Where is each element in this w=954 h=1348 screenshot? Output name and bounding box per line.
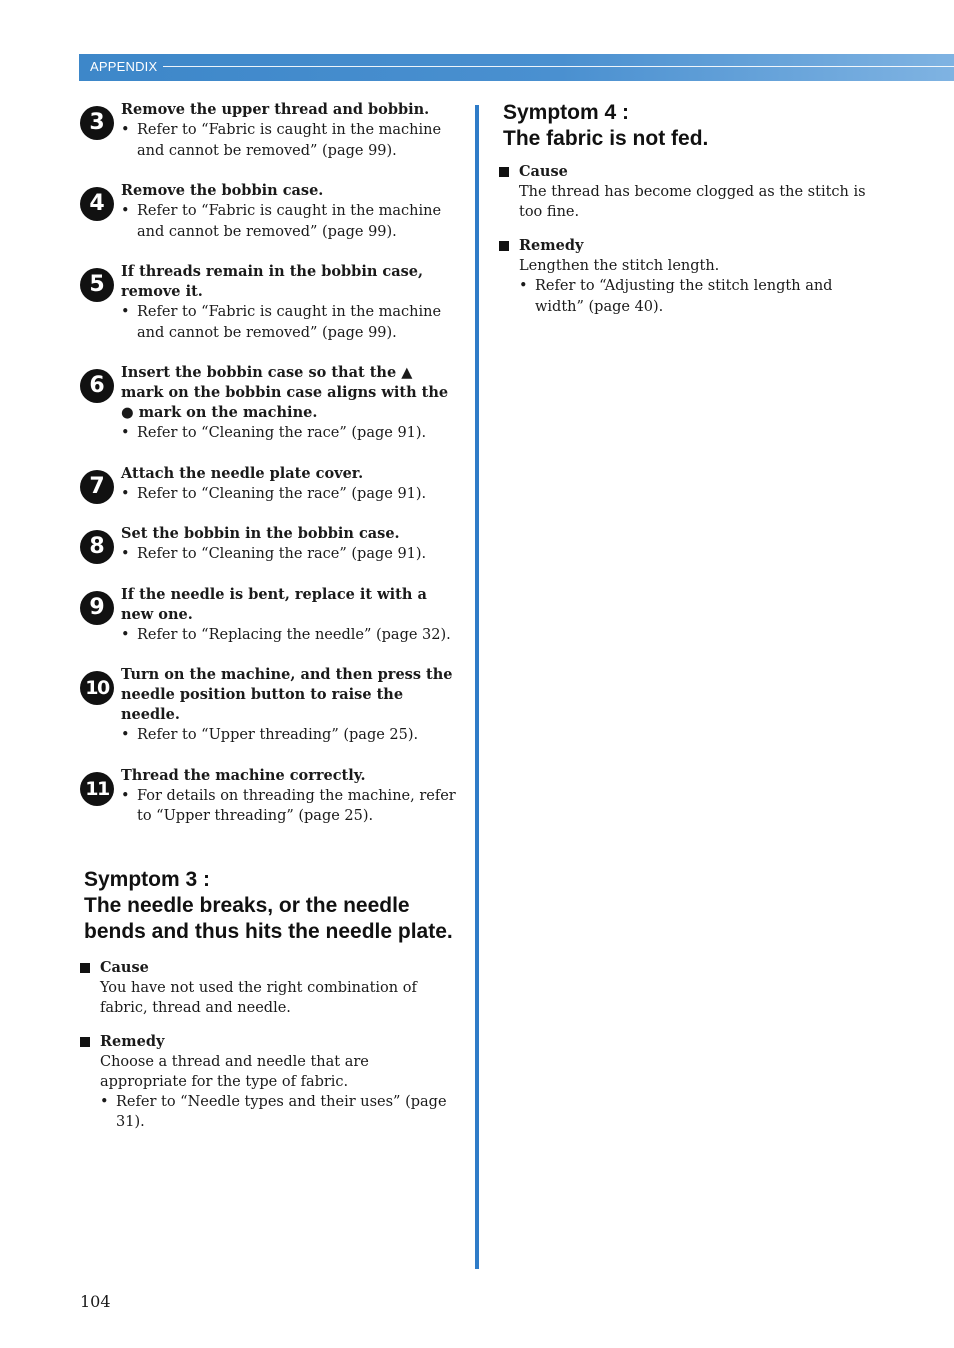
- step-bullet: • For details on threading the machine, refer to “Upper threading” (page 25).: [121, 786, 459, 827]
- step-number-badge: 10: [80, 671, 114, 705]
- step-number-badge: 9: [80, 591, 114, 625]
- step-number-badge: 8: [80, 530, 114, 564]
- step-10: [79, 665, 459, 746]
- square-bullet-icon: [80, 963, 90, 973]
- step-bullet: • Refer to “Cleaning the race” (page 91).: [121, 423, 459, 444]
- header-rule: [163, 66, 954, 67]
- step-11: [79, 766, 459, 827]
- step-bullet: • Refer to “Upper threading” (page 25).: [121, 725, 459, 746]
- step-number-badge: 5: [80, 268, 114, 302]
- symptom-4-cause: [498, 162, 883, 222]
- step-number-badge: 7: [80, 470, 114, 504]
- square-bullet-icon: [80, 1037, 90, 1047]
- step-title: If threads remain in the bobbin case, remove it.: [121, 263, 424, 300]
- step-title: Set the bobbin in the bobbin case.: [121, 525, 400, 542]
- step-title: Remove the bobbin case.: [121, 182, 324, 199]
- step-title: Remove the upper thread and bobbin.: [121, 101, 430, 118]
- step-number-badge: 4: [80, 187, 114, 221]
- step-8: [79, 524, 459, 565]
- symptom-3-section: [79, 867, 459, 945]
- column-divider: [475, 105, 479, 1269]
- remedy-bullet: • Refer to “Adjusting the stitch length and width” (page 40).: [519, 276, 883, 317]
- square-bullet-icon: [499, 241, 509, 251]
- symptom-4-number: Symptom 4 :: [503, 101, 630, 124]
- step-title: Insert the bobbin case so that the ▲ mark on the bobbin case aligns with the ● mark on the machine.: [121, 364, 449, 421]
- step-3: [79, 100, 459, 161]
- step-number-badge: 6: [80, 369, 114, 403]
- step-title: Turn on the machine, and then press the needle position button to raise the needle.: [121, 666, 453, 723]
- step-9: [79, 585, 459, 646]
- step-7: [79, 464, 459, 505]
- step-title: Thread the machine correctly.: [121, 766, 366, 784]
- symptom-4-section: [498, 100, 883, 152]
- cause-label: Cause: [79, 958, 459, 978]
- step-bullet: • Refer to “Cleaning the race” (page 91).: [121, 484, 459, 505]
- remedy-bullet-wrap: [79, 1092, 459, 1133]
- step-number-badge: 11: [80, 772, 114, 806]
- section-label: APPENDIX: [90, 59, 158, 74]
- step-bullet: • Refer to “Fabric is caught in the machine and cannot be removed” (page 99).: [121, 302, 459, 343]
- step-bullet: • Refer to “Cleaning the race” (page 91).: [121, 544, 459, 565]
- cause-label: Cause: [498, 162, 883, 182]
- step-title: If the needle is bent, replace it with a new one.: [121, 585, 427, 623]
- remedy-label: Remedy: [79, 1032, 459, 1052]
- remedy-bullet-wrap: [498, 276, 883, 317]
- page-number: 104: [80, 1292, 111, 1311]
- step-4: [79, 181, 459, 242]
- right-column: [498, 100, 883, 317]
- remedy-text: Lengthen the stitch length.: [519, 258, 720, 274]
- square-bullet-icon: [499, 167, 509, 177]
- step-bullet: • Refer to “Replacing the needle” (page 32).: [121, 625, 459, 646]
- step-5: [79, 262, 459, 343]
- step-bullet: • Refer to “Fabric is caught in the machine and cannot be removed” (page 99).: [121, 201, 459, 242]
- left-column: [79, 100, 459, 1133]
- cause-text: You have not used the right combination of fabric, thread and needle.: [100, 979, 417, 1016]
- symptom-3-cause: [79, 958, 459, 1018]
- remedy-text: Choose a thread and needle that are appropriate for the type of fabric.: [100, 1053, 369, 1090]
- cause-text: The thread has become clogged as the stitch is too fine.: [519, 184, 866, 220]
- symptom-3-title: The needle breaks, or the needle bends and thus hits the needle plate.: [84, 893, 453, 943]
- section-header-bar: [79, 54, 954, 81]
- symptom-3-number: Symptom 3 :: [84, 867, 211, 891]
- remedy-bullet: • Refer to “Needle types and their uses” (page 31).: [100, 1092, 459, 1133]
- step-bullet: • Refer to “Fabric is caught in the machine and cannot be removed” (page 99).: [121, 120, 459, 161]
- step-6: [79, 363, 459, 444]
- step-title: Attach the needle plate cover.: [121, 464, 364, 482]
- symptom-3-remedy: [79, 1032, 459, 1133]
- remedy-label: Remedy: [498, 236, 883, 256]
- symptom-4-remedy: [498, 236, 883, 317]
- symptom-4-title: The fabric is not fed.: [503, 127, 709, 150]
- step-number-badge: 3: [80, 106, 114, 140]
